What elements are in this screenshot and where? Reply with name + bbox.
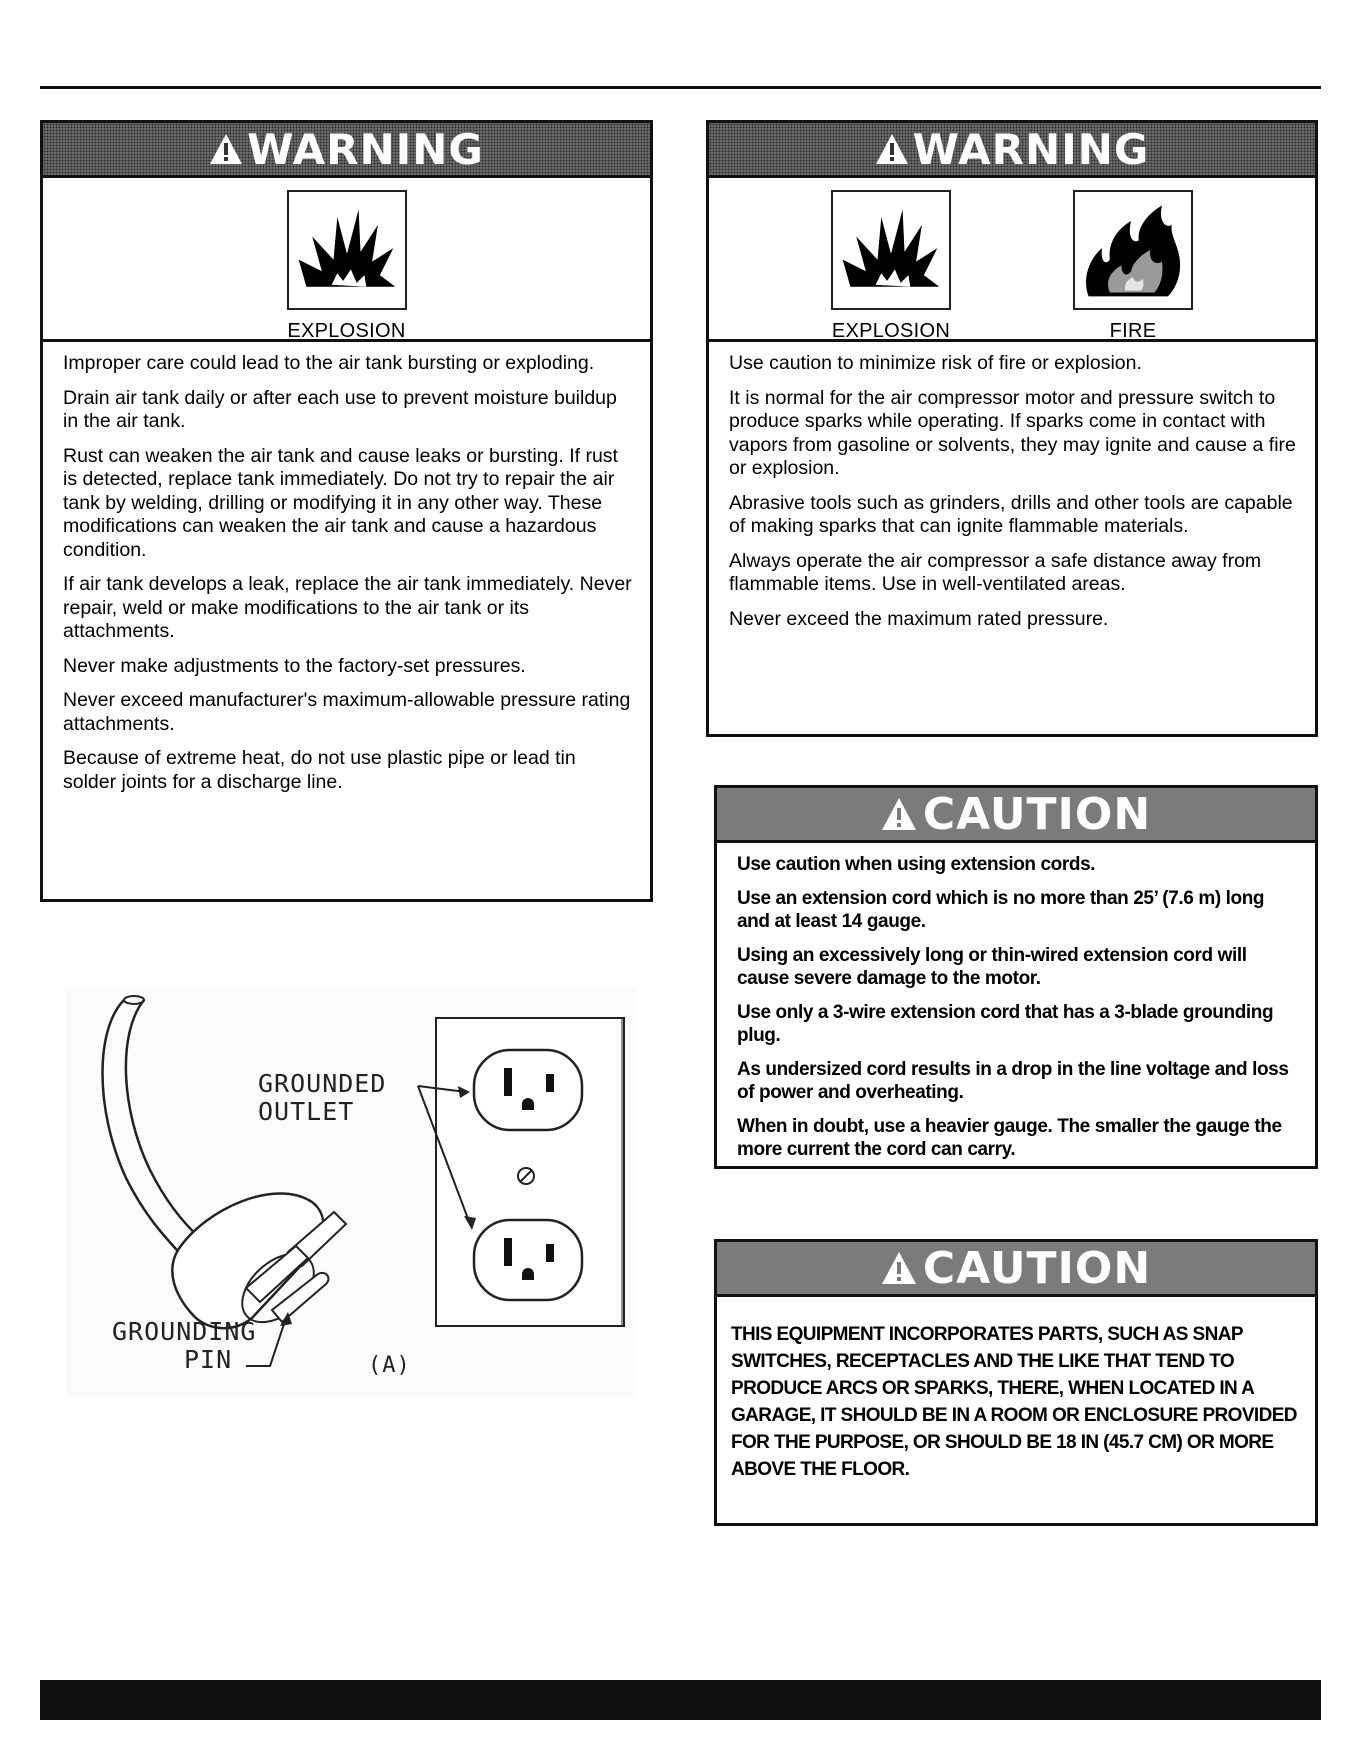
paragraph: If air tank develops a leak, replace the air tank immediately. Never repair, weld or make modifications to the air tank or its attachments.: [63, 573, 632, 642]
warning-fire-body: [709, 342, 1315, 631]
warning-triangle-icon: [875, 132, 909, 166]
paragraph: Never make adjustments to the factory-set pressures.: [63, 654, 526, 677]
caution-title: CAUTION: [922, 1242, 1152, 1294]
warning-triangle-icon: [881, 796, 917, 832]
caution-garage-text: THIS EQUIPMENT INCORPORATES PARTS, SUCH AS SNAP SWITCHES, RECEPTACLES AND THE LIKE THAT TEND TO PRODUCE ARCS OR SPARKS, THERE, WHEN LOCATED IN A GARAGE, IT SHOULD BE IN A ROOM OR ENCLOSURE PROVIDED FOR THE PURPOSE, OR SHOULD BE 18 IN (45.7 CM) OR MORE ABOVE THE FLOOR.: [731, 1324, 1297, 1480]
explosion-icon: [289, 192, 405, 308]
paragraph: Use caution to minimize risk of fire or explosion.: [729, 352, 1142, 374]
warning-title: WARNING: [247, 124, 484, 174]
warning-explosion-box: [40, 120, 653, 902]
paragraph: Never exceed the maximum rated pressure.: [729, 607, 1109, 630]
paragraph: Drain air tank daily or after each use to prevent moisture buildup in the air tank.: [63, 386, 617, 432]
explosion-pictogram: [831, 190, 951, 342]
pin-label-line: GROUNDING: [112, 1317, 257, 1346]
caution-garage-box: [714, 1239, 1318, 1526]
paragraph: Use an extension cord which is no more than 25’ (7.6 m) long and at least 14 gauge.: [737, 888, 1265, 932]
top-rule: [40, 86, 1321, 89]
explosion-label: EXPLOSION: [287, 320, 406, 342]
fire-pictogram: [1073, 190, 1193, 342]
paragraph: Use only a 3-wire extension cord that has a 3-blade grounding plug.: [737, 1002, 1274, 1046]
footer-bar: [40, 1680, 1321, 1720]
caution-title: CAUTION: [922, 788, 1152, 840]
hazard-icon-row: [709, 178, 1315, 342]
paragraph: Abrasive tools such as grinders, drills and other tools are capable of making sparks that can ignite flammable materials.: [729, 491, 1293, 537]
explosion-icon: [833, 192, 949, 308]
paragraph: When in doubt, use a heavier gauge. The smaller the gauge the more current the cord can carry.: [737, 1116, 1282, 1160]
caution-header: [717, 1242, 1315, 1297]
warning-triangle-icon: [209, 132, 243, 166]
hazard-icon-row: [43, 178, 650, 342]
paragraph: As undersized cord results in a drop in the line voltage and loss of power and overheating.: [737, 1059, 1289, 1103]
warning-header: [43, 123, 650, 178]
grounding-pin-label: [112, 1318, 256, 1374]
fire-label: FIRE: [1109, 320, 1157, 342]
outlet-label-line: GROUNDED: [258, 1069, 387, 1098]
caution-cords-body: [717, 843, 1315, 1161]
warning-fire-box: [706, 120, 1318, 737]
paragraph: Always operate the air compressor a safe distance away from flammable items. Use in well-ventilated areas.: [729, 549, 1262, 595]
paragraph: Use caution when using extension cords.: [737, 854, 1096, 875]
explosion-label: EXPLOSION: [831, 320, 951, 342]
paragraph: Because of extreme heat, do not use plastic pipe or lead tin solder joints for a discharge line.: [63, 747, 576, 793]
warning-explosion-body: [43, 342, 650, 794]
paragraph: It is normal for the air compressor motor and pressure switch to produce sparks while operating. If sparks come in contact with vapors from gasoline or solvents, they may ignite and cause a fire or explosion.: [729, 386, 1296, 479]
grounding-diagram: [66, 988, 636, 1398]
pin-label-line: PIN: [184, 1345, 233, 1374]
paragraph: Never exceed manufacturer's maximum-allowable pressure rating attachments.: [63, 689, 631, 735]
explosion-pictogram: [287, 190, 407, 342]
paragraph: Rust can weaken the air tank and cause leaks or bursting. If rust is detected, replace tank immediately. Do not try to repair the air tank by welding, drilling or modifying it in any other way. These modifications can weaken the air tank and cause a hazardous condition.: [63, 444, 618, 561]
grounded-outlet-label: [258, 1070, 386, 1126]
warning-triangle-icon: [881, 1250, 917, 1286]
figure-label: (A): [368, 1353, 411, 1378]
warning-title: WARNING: [912, 124, 1150, 174]
caution-cords-box: [714, 785, 1318, 1169]
paragraph: Improper care could lead to the air tank bursting or exploding.: [63, 352, 595, 374]
outlet-label-line: OUTLET: [258, 1097, 355, 1126]
paragraph: Using an excessively long or thin-wired extension cord will cause severe damage to the motor.: [737, 945, 1247, 989]
fire-icon: [1075, 192, 1191, 308]
caution-header: [717, 788, 1315, 843]
warning-header: [709, 123, 1315, 178]
